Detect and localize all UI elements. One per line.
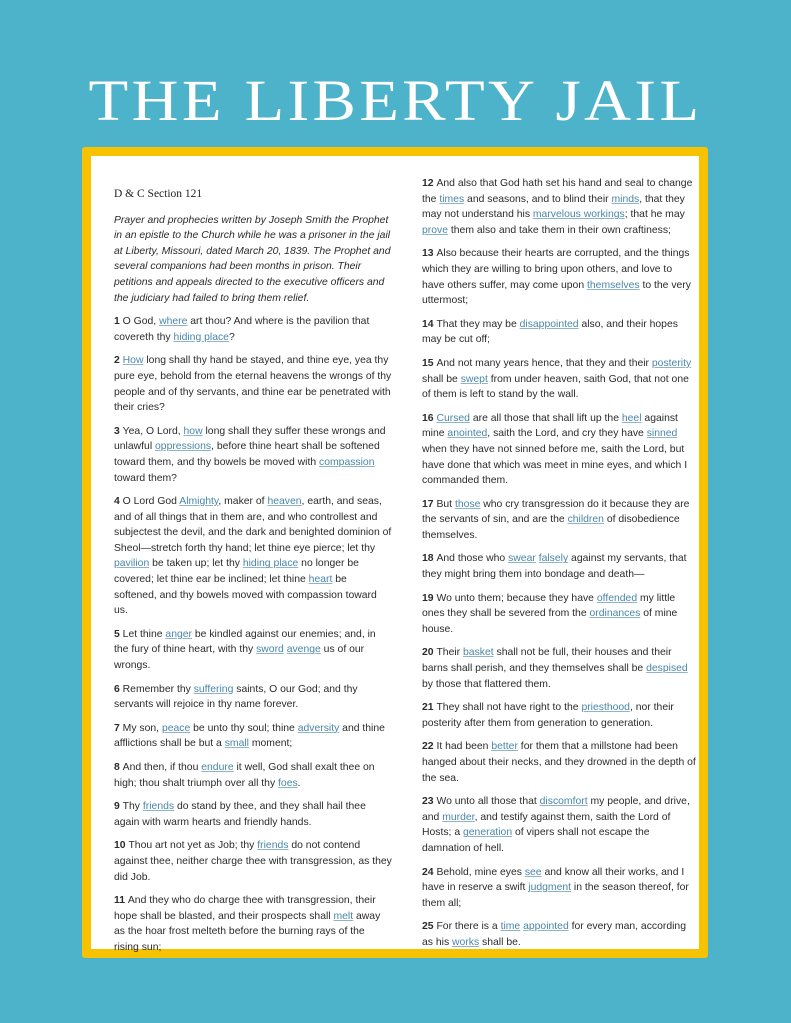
footnote-link[interactable]: swept: [460, 373, 488, 385]
verse-text: , and testify against them, saith the Lord of Hosts; a: [422, 811, 671, 839]
verse-text: Let thine: [122, 628, 166, 640]
verse-text: are all those that shall lift up the: [469, 412, 622, 424]
footnote-link[interactable]: falsely: [538, 553, 569, 565]
verse-number: 5: [114, 628, 123, 640]
footnote-link[interactable]: sinned: [646, 428, 678, 440]
verse-text: do not contend against thee, neither charge thee with transgression, as they did Job.: [114, 840, 392, 883]
footnote-link[interactable]: melt: [333, 910, 354, 922]
verse-text: moment;: [248, 738, 293, 750]
verse-number: 3: [114, 425, 123, 437]
verse-text: Behold, mine eyes: [436, 866, 525, 878]
verse-number: 11: [114, 895, 128, 907]
footnote-link[interactable]: friends: [257, 840, 289, 852]
verse-text: And also that God hath set his hand and seal to change the: [422, 178, 693, 205]
verse-number: 8: [114, 762, 123, 773]
footnote-link[interactable]: priesthood: [581, 702, 630, 714]
verse-text: and know all their works, and I have in reserve a swift: [422, 866, 685, 894]
verse-text: to the very uttermost;: [422, 279, 691, 307]
verse-number: 10: [114, 840, 129, 852]
footnote-link[interactable]: times: [439, 193, 465, 205]
footnote-link[interactable]: small: [224, 738, 249, 750]
footnote-link[interactable]: offended: [596, 592, 638, 604]
verse-text: against mine: [422, 412, 678, 440]
verse-text: It had been: [436, 741, 492, 753]
verse-text: of disobedience themselves.: [422, 514, 680, 541]
verse-number: 23: [422, 796, 437, 808]
footnote-link[interactable]: despised: [646, 663, 688, 675]
page-title: THE LIBERTY JAIL: [88, 68, 703, 133]
verse-number: 25: [422, 921, 437, 933]
verse-19: [422, 591, 696, 638]
footnote-link[interactable]: foes: [278, 777, 298, 789]
footnote-link[interactable]: heel: [621, 412, 642, 424]
footnote-link[interactable]: swear: [508, 553, 536, 565]
verse-18: [422, 551, 696, 582]
verse-16: [422, 411, 696, 489]
verse-number: 4: [114, 496, 123, 508]
verse-text: Wo unto all those that: [436, 796, 540, 808]
footnote-link[interactable]: Cursed: [436, 412, 470, 424]
verse-text: Yea, O Lord,: [122, 425, 184, 437]
footnote-link[interactable]: How: [122, 355, 144, 367]
verse-text: for every man, according as his: [422, 921, 686, 948]
footnote-link[interactable]: time: [500, 921, 521, 933]
verse-number: 6: [114, 683, 123, 695]
verse-text: do stand by thee, and they shall hail thee again with warm hearts and friendly hands.: [114, 801, 366, 828]
footnote-link[interactable]: basket: [463, 647, 494, 659]
verse-text: And not many years hence, that they and their: [436, 357, 652, 369]
verse-text: long shall thy hand be stayed, and thine eye, yea thy pure eye, behold from the eternal heavens the wrongs of thy people and of thy servants, and thine ear be penetrated with their cries?: [114, 355, 392, 414]
verse-14: [422, 317, 696, 348]
footnote-link[interactable]: peace: [161, 722, 191, 734]
verse-23: [422, 794, 696, 856]
verse-25: [422, 919, 696, 950]
verse-text: no longer be covered; let thine ear be inclined; let thine: [114, 558, 359, 586]
verse-text: Thy: [122, 801, 143, 813]
verse-text: , earth, and seas, and of all things that in them are, and who controllest and subjectest the devil, and the dark and benighted dominion of Sheol—stretch forth thy hand; let thine eye pierce; let thy: [114, 496, 392, 554]
verse-text: us of our wrongs.: [114, 644, 365, 672]
verse-5: [114, 627, 392, 674]
footnote-link[interactable]: how: [183, 425, 203, 437]
right-column: [422, 176, 696, 959]
verse-10: [114, 838, 392, 885]
verse-22: [422, 739, 696, 786]
document-frame: [82, 147, 708, 958]
footnote-link[interactable]: appointed: [523, 921, 569, 933]
footnote-link[interactable]: anointed: [447, 428, 488, 440]
footnote-link[interactable]: hiding place: [173, 331, 229, 343]
footnote-link[interactable]: adversity: [297, 722, 340, 734]
footnote-link[interactable]: where: [159, 316, 188, 328]
verse-number: 20: [422, 647, 437, 659]
verse-text: Thou art not yet as Job; thy: [128, 840, 258, 852]
verse-text: saints, O our God; and thy servants will rejoice in thy name forever.: [114, 683, 358, 711]
verse-text: , maker of: [218, 496, 268, 508]
verse-number: 14: [422, 318, 437, 330]
verse-text: They shall not have right to the: [436, 702, 582, 714]
footnote-link[interactable]: disappointed: [519, 318, 579, 330]
verse-text: And then, if thou: [122, 762, 202, 773]
verse-4: [114, 494, 392, 619]
verse-text: my people, and drive, and: [422, 796, 690, 823]
verse-text: And those who: [436, 553, 509, 565]
verse-text: , that they may not understand his: [422, 193, 685, 221]
verse-text: , before thine heart shall be softened toward them, and thy bowels be moved with: [114, 441, 380, 468]
verse-13: [422, 246, 696, 308]
verse-text: shall be.: [479, 936, 521, 948]
verse-text: shall not be full, their houses and their barns shall perish, and they themselves shall be: [422, 647, 672, 675]
verse-text: be unto thy soul; thine: [190, 722, 298, 734]
footnote-link[interactable]: heaven: [267, 496, 302, 508]
footnote-link[interactable]: judgment: [528, 882, 572, 894]
verse-12: [422, 176, 696, 238]
section-intro: Prayer and prophecies written by Joseph Smith the Prophet in an epistle to the Church while he was a prisoner in the jail at Liberty, Missouri, dated March 20, 1839. The Prophet and several companions had been months in prison. Their petitions and appeals directed to the executive officers and the judiciary had failed to bring them relief.: [114, 214, 391, 304]
footnote-link[interactable]: marvelous workings: [532, 209, 625, 221]
verse-11: [114, 893, 392, 955]
verse-20: [422, 645, 696, 692]
verse-number: 21: [422, 702, 437, 714]
verse-24: [422, 865, 696, 912]
verse-text: long shall they suffer these wrongs and unlawful: [114, 425, 386, 453]
verse-text: Also because their hearts are corrupted, and the things which they are willing to bring upon others, and love to have others suffer, may come upon: [422, 248, 690, 291]
footnote-link[interactable]: avenge: [286, 644, 321, 656]
verse-text: of mine house.: [422, 608, 678, 635]
footnote-link[interactable]: generation: [463, 827, 513, 839]
verse-text: ; that he may: [624, 209, 685, 221]
verse-text: and seasons, and to blind their: [464, 193, 612, 205]
verse-6: [114, 682, 392, 713]
footnote-link[interactable]: works: [452, 936, 480, 948]
verse-text: also, and their hopes may be cut off;: [422, 318, 678, 346]
verse-text: be kindled against our enemies; and, in the fury of thine heart, with thy: [114, 628, 376, 656]
footnote-link[interactable]: pavilion: [114, 558, 150, 570]
verse-text: when they have not sinned before me, saith the Lord, but have done that which was meet in mine eyes, and which I commanded them.: [422, 443, 688, 487]
verse-number: 19: [422, 592, 437, 604]
footnote-link[interactable]: prove: [422, 224, 448, 236]
verse-number: 15: [422, 357, 437, 369]
footnote-link[interactable]: friends: [142, 801, 175, 813]
verse-text: against my servants, that they might bring them into bondage and death—: [422, 553, 687, 581]
verse-7: [114, 721, 392, 752]
verse-2: [114, 353, 392, 415]
footnote-link[interactable]: those: [454, 498, 481, 510]
verse-8: [114, 760, 392, 791]
verse-number: 22: [422, 741, 437, 753]
verse-text: for them that a millstone had been hanged about their necks, and they drowned in the depth of the sea.: [422, 741, 696, 784]
verse-text: Remember thy: [122, 683, 194, 695]
verse-text: from under heaven, saith God, that not one of them is left to stand by the wall.: [422, 373, 689, 401]
verse-text: my little ones they shall be severed from the: [422, 592, 676, 620]
footnote-link[interactable]: see: [524, 866, 542, 878]
verse-text: them also and take them in their own craftiness;: [448, 224, 671, 236]
verse-text: toward them?: [114, 472, 177, 484]
verse-text: art thou? And where is the pavilion that covereth thy: [114, 316, 370, 343]
verse-number: 7: [114, 722, 123, 734]
footnote-link[interactable]: hiding place: [242, 558, 299, 570]
verse-text: For there is a: [436, 921, 501, 933]
verse-text: be softened, and thy bowels moved with compassion toward us.: [114, 574, 377, 617]
verse-15: [422, 356, 696, 403]
footnote-link[interactable]: minds: [611, 193, 640, 205]
verse-text: by those that flattered them.: [422, 678, 551, 690]
verse-1: [114, 314, 392, 345]
footnote-link[interactable]: ordinances: [589, 608, 641, 620]
footnote-link[interactable]: children: [567, 514, 604, 526]
left-column: [114, 178, 392, 964]
section-heading: D & C Section 121: [114, 188, 203, 200]
footnote-link[interactable]: posterity: [651, 357, 692, 369]
verse-21: [422, 700, 696, 731]
footnote-link[interactable]: better: [491, 741, 518, 753]
verse-text: be taken up; let thy: [149, 558, 243, 570]
verse-text: who cry transgression do it because they are the servants of sin, and are the: [422, 498, 690, 526]
verse-9: [114, 799, 392, 830]
footnote-link[interactable]: suffering: [193, 683, 234, 695]
footnote-link[interactable]: oppressions: [155, 441, 212, 453]
verse-text: in the season thereof, for them all;: [422, 882, 689, 909]
verse-3: [114, 424, 392, 486]
verse-number: 24: [422, 866, 437, 878]
verse-text: Their: [436, 647, 464, 659]
verse-text: .: [297, 777, 301, 789]
verse-text: it well, God shall exalt thee on high; thou shalt triumph over all thy: [114, 762, 375, 789]
verse-text: Wo unto them; because they have: [436, 592, 597, 604]
verse-number: 16: [422, 412, 437, 424]
footnote-link[interactable]: endure: [201, 762, 234, 773]
verse-text: O Lord God: [122, 496, 180, 508]
footnote-link[interactable]: heart: [308, 574, 333, 586]
verse-number: 18: [422, 553, 437, 565]
verse-number: 9: [114, 801, 123, 813]
verse-text: And they who do charge thee with transgression, their hope shall be blasted, and their prospects shall: [114, 895, 376, 922]
verse-number: 13: [422, 248, 437, 260]
verse-text: and thine afflictions shall be but a: [114, 722, 385, 750]
verse-text: , nor their posterity after them from generation to generation.: [422, 702, 674, 729]
footnote-link[interactable]: compassion: [319, 456, 375, 468]
verse-text: shall be: [422, 373, 461, 385]
verse-17: [422, 497, 696, 544]
verse-text: of vipers shall not escape the damnation of hell.: [422, 827, 650, 854]
verse-text: My son,: [122, 722, 162, 734]
verse-number: 17: [422, 498, 437, 510]
verse-text: , saith the Lord, and cry they have: [487, 428, 647, 440]
footnote-link[interactable]: sword: [256, 644, 284, 656]
footnote-link[interactable]: Almighty: [179, 496, 219, 508]
verse-number: 1: [114, 316, 123, 328]
footnote-link[interactable]: murder: [442, 811, 475, 823]
footnote-link[interactable]: anger: [165, 628, 192, 640]
verse-text: That they may be: [436, 318, 520, 330]
verse-text: O God,: [122, 316, 160, 328]
verse-number: 12: [422, 178, 437, 189]
verse-text: ?: [228, 331, 235, 343]
verse-text: away as the hoar frost melteth before the burning rays of the rising sun;: [114, 910, 381, 953]
footnote-link[interactable]: themselves: [587, 279, 640, 291]
footnote-link[interactable]: discomfort: [539, 796, 588, 808]
verse-number: 2: [114, 355, 123, 367]
verse-text: But: [436, 498, 455, 510]
